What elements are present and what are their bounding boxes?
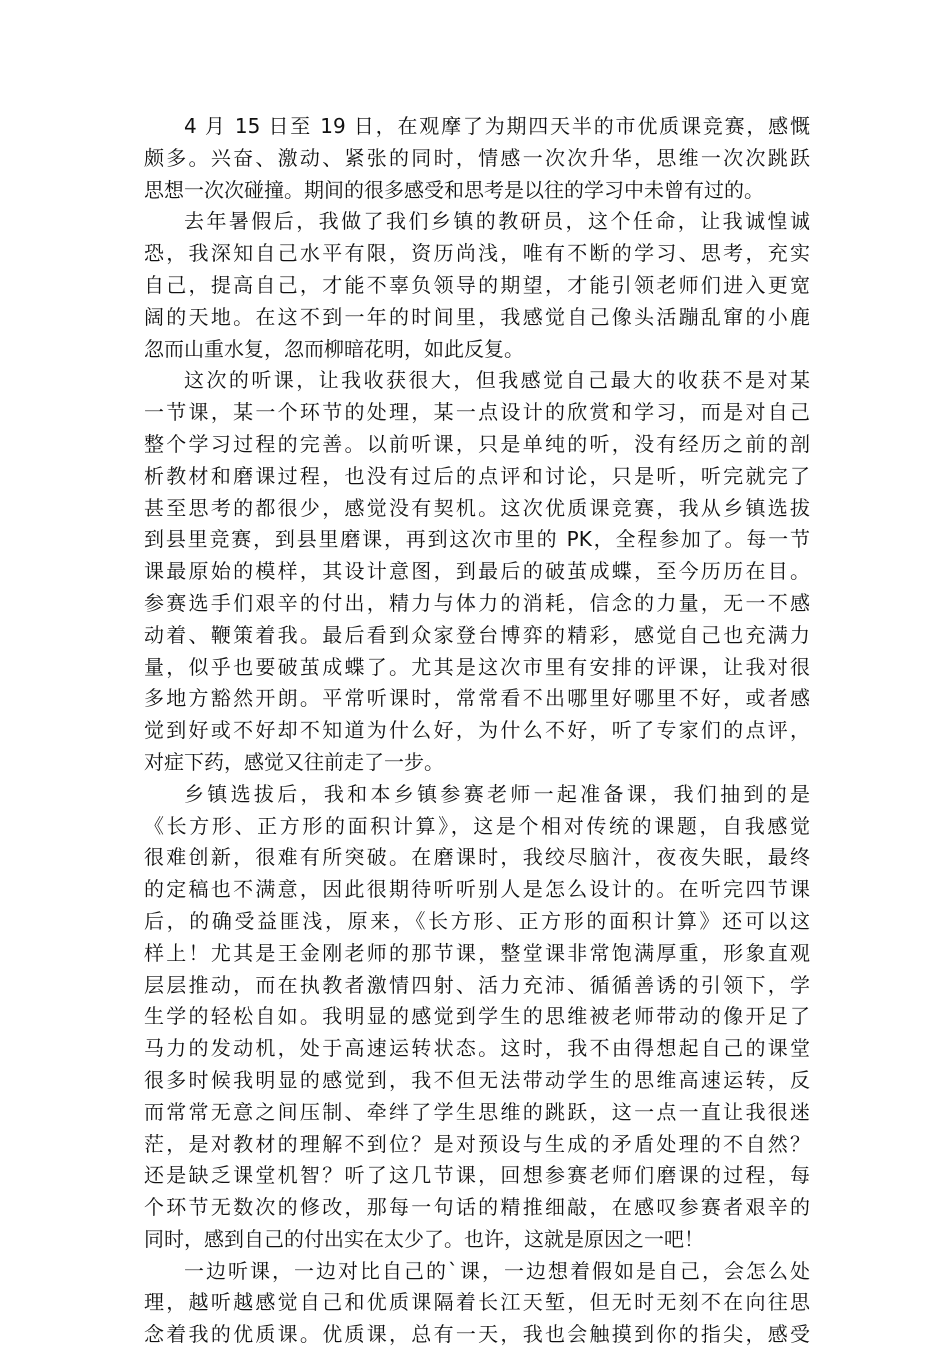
text-line: 一边听课，一边对比自己的`课，一边想着假如是自己，会怎么处 [184, 1258, 810, 1283]
text-line: 整个学习过程的完善。以前听课，只是单纯的听，没有经历之前的剖 [144, 431, 810, 456]
text-line: 恐，我深知自己水平有限，资历尚浅，唯有不断的学习、思考，充实 [144, 241, 810, 266]
text-line: 的定稿也不满意，因此很期待听听别人是怎么设计的。在听完四节课 [144, 877, 810, 902]
text-line: 同时，感到自己的付出实在太少了。也许，这就是原因之一吧！ [144, 1226, 704, 1251]
text-line: 析教材和磨课过程，也没有过后的点评和讨论，只是听，听完就完了 [144, 463, 810, 488]
document-page [144, 111, 810, 1351]
text-line: 参赛选手们艰辛的付出，精力与体力的消耗，信念的力量，无一不感 [144, 590, 810, 615]
paragraph-4 [144, 779, 810, 1256]
text-line: 课最原始的模样，其设计意图，到最后的破茧成蝶，至今历历在目。 [144, 559, 810, 584]
text-line: 念着我的优质课。优质课，总有一天，我也会触摸到你的指尖，感受 [144, 1322, 810, 1347]
paragraph-1 [144, 111, 810, 206]
text-line: 乡镇选拔后，我和本乡镇参赛老师一起准备课，我们抽到的是 [184, 781, 810, 806]
text-line: 对症下药，感觉又往前走了一步。 [144, 749, 444, 774]
text-line: 到县里竞赛，到县里磨课，再到这次市里的 PK，全程参加了。每一节 [144, 527, 810, 552]
text-line: 样上！尤其是王金刚老师的那节课，整堂课非常饱满厚重，形象直观 [144, 940, 810, 965]
text-line: 4 月 15 日至 19 日，在观摩了为期四天半的市优质课竞赛，感慨 [184, 114, 810, 138]
text-line: 阔的天地。在这不到一年的时间里，我感觉自己像头活蹦乱窜的小鹿 [144, 304, 810, 329]
text-line: 思想一次次碰撞。期间的很多感受和思考是以往的学习中未曾有过的。 [144, 177, 764, 202]
text-line: 觉到好或不好却不知道为什么好，为什么不好，听了专家们的点评， [144, 718, 810, 743]
text-line: 多地方豁然开朗。平常听课时，常常看不出哪里好哪里不好，或者感 [144, 686, 810, 711]
text-line: 很难创新，很难有所突破。在磨课时，我绞尽脑汁，夜夜失眠，最终 [144, 845, 810, 870]
paragraph-2 [144, 206, 810, 365]
text-line: 马力的发动机，处于高速运转状态。这时，我不由得想起自己的课堂 [144, 1036, 810, 1061]
text-line: 理，越听越感觉自己和优质课隔着长江天堑，但无时无刻不在向往思 [144, 1290, 810, 1315]
text-line: 还是缺乏课堂机智？听了这几节课，回想参赛老师们磨课的过程，每 [144, 1163, 810, 1188]
text-line: 很多时候我明显的感觉到，我不但无法带动学生的思维高速运转，反 [144, 1067, 810, 1092]
text-line: 颇多。兴奋、激动、紧张的同时，情感一次次升华，思维一次次跳跃 [144, 145, 810, 170]
text-line: 《长方形、正方形的面积计算》，这是个相对传统的课题，自我感觉 [144, 813, 810, 838]
text-line: 后，的确受益匪浅，原来，《长方形、正方形的面积计算》还可以这 [144, 908, 810, 933]
text-line: 忽而山重水复，忽而柳暗花明，如此反复。 [144, 336, 524, 361]
text-line: 这次的听课，让我收获很大，但我感觉自己最大的收获不是对某 [184, 368, 810, 393]
text-line: 量，似乎也要破茧成蝶了。尤其是这次市里有安排的评课，让我对很 [144, 654, 810, 679]
text-line: 茫，是对教材的理解不到位？是对预设与生成的矛盾处理的不自然？ [144, 1131, 810, 1156]
text-line: 生学的轻松自如。我明显的感觉到学生的思维被老师带动的像开足了 [144, 1004, 810, 1029]
text-line: 层层推动，而在执教者激情四射、活力充沛、循循善诱的引领下，学 [144, 972, 810, 997]
text-line: 自己，提高自己，才能不辜负领导的期望，才能引领老师们进入更宽 [144, 272, 810, 297]
text-line: 而常常无意之间压制、牵绊了学生思维的跳跃，这一点一直让我很迷 [144, 1099, 810, 1124]
text-line: 个环节无数次的修改，那每一句话的精推细敲，在感叹参赛者艰辛的 [144, 1195, 810, 1220]
text-line: 动着、鞭策着我。最后看到众家登台博弈的精彩，感觉自己也充满力 [144, 622, 810, 647]
text-line: 甚至思考的都很少，感觉没有契机。这次优质课竞赛，我从乡镇选拔 [144, 495, 810, 520]
paragraph-5 [144, 1256, 810, 1351]
text-line: 去年暑假后，我做了我们乡镇的教研员，这个任命，让我诚惶诚 [184, 209, 810, 234]
paragraph-3 [144, 365, 810, 778]
text-line: 一节课，某一个环节的处理，某一点设计的欣赏和学习，而是对自己 [144, 400, 810, 425]
